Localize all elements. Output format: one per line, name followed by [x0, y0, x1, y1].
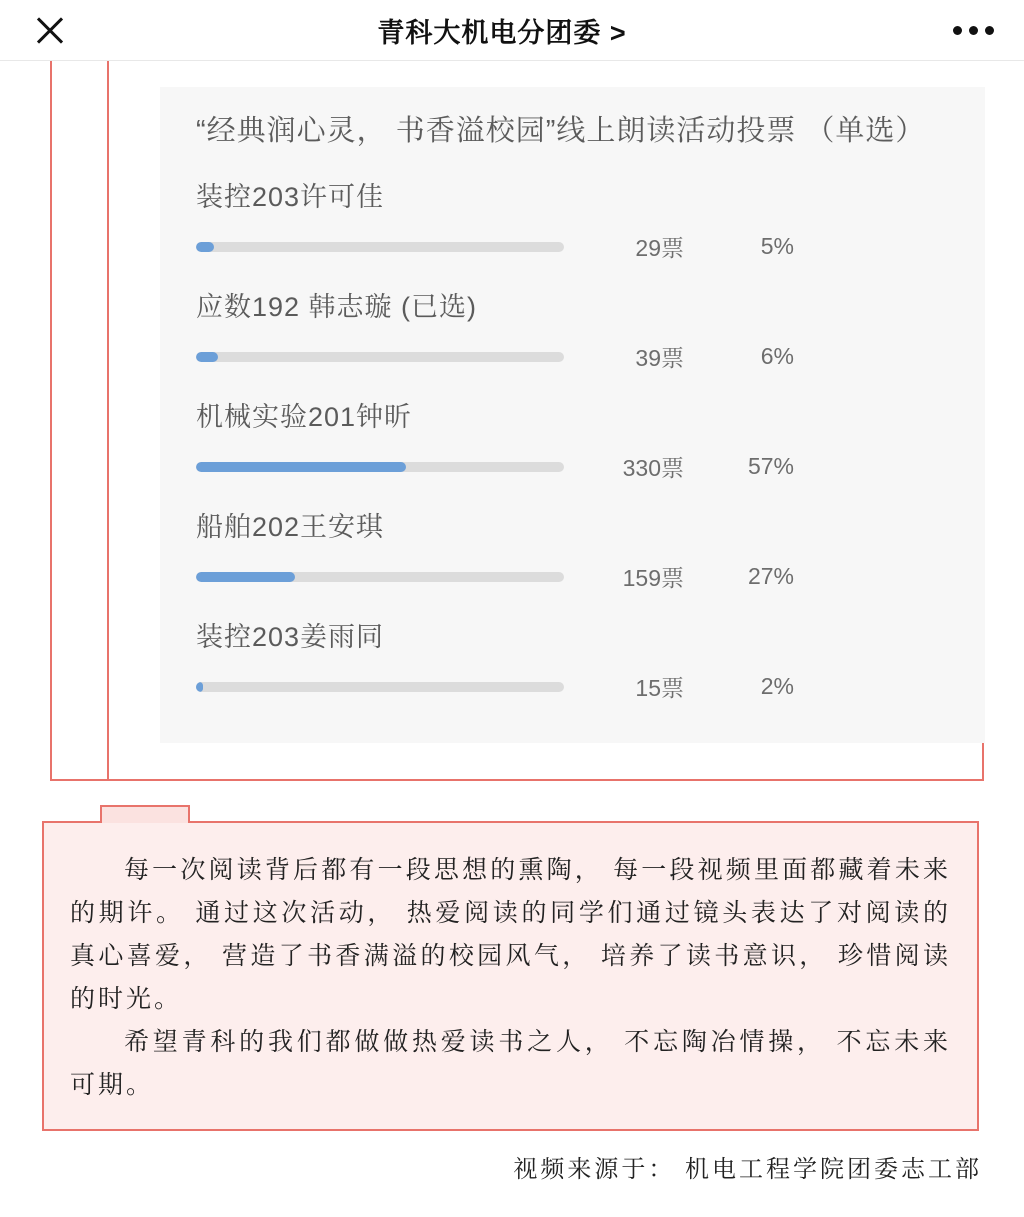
poll-option[interactable] [196, 175, 949, 263]
poll-option-votes: 29票 [635, 235, 684, 261]
quote-paragraph-1: 每一次阅读背后都有一段思想的熏陶， 每一段视频里面都藏着未来的期许。 通过这次活动， 热爱阅读的同学们通过镜头表达了对阅读的真心喜爱， 营造了书香满溢的校园风气， 培养了读书意识， 珍惜阅读的时光。 [70, 856, 951, 1013]
article-body [0, 61, 1024, 1184]
more-dot [953, 26, 962, 35]
quote-block [42, 821, 979, 1131]
video-source-note: 视频来源于： 机电工程学院团委志工部 [513, 1156, 982, 1183]
poll-option-label: 机械实验201钟昕 [196, 402, 413, 432]
quote-box [42, 821, 979, 1131]
poll-option-label: 应数192 韩志璇 (已选) [196, 292, 478, 322]
more-dot [969, 26, 978, 35]
poll-option-percent: 27% [747, 563, 794, 589]
poll-option-votes: 330票 [622, 455, 684, 481]
poll-option-row [196, 450, 949, 483]
poll-question: “经典润心灵， 书香溢校园”线上朗读活动投票 （单选） [196, 115, 926, 147]
poll-option-bar-fill [196, 462, 406, 472]
page-title[interactable]: 青科大机电分团委 > [377, 17, 627, 48]
poll-option-label: 船舶202王安琪 [196, 512, 385, 542]
poll-option-votes: 39票 [635, 345, 684, 371]
poll-option[interactable] [196, 285, 949, 373]
poll-option-bar [196, 572, 564, 582]
poll-option-bar-fill [196, 682, 203, 692]
quote-tab-decoration [100, 805, 190, 823]
poll-option-bar [196, 682, 564, 692]
poll-card-topstrip [160, 61, 985, 87]
poll-option-row [196, 670, 949, 703]
poll-option-label: 装控203姜雨同 [196, 622, 385, 652]
poll-option[interactable] [196, 505, 949, 593]
poll-option[interactable] [196, 615, 949, 703]
more-dot [985, 26, 994, 35]
close-icon[interactable] [30, 10, 70, 50]
poll-option-bar-fill [196, 572, 295, 582]
poll-option-percent: 2% [760, 673, 794, 699]
poll-option-row [196, 340, 949, 373]
top-navbar [0, 0, 1024, 60]
poll-option-votes: 159票 [622, 565, 684, 591]
frame-inner-line [107, 61, 109, 779]
poll-option-row [196, 560, 949, 593]
poll-option-bar [196, 352, 564, 362]
poll-option-percent: 57% [747, 453, 794, 479]
poll-option-bar-fill [196, 352, 218, 362]
poll-option-row [196, 230, 949, 263]
poll-decorative-frame [50, 61, 984, 781]
poll-card [160, 61, 985, 743]
quote-paragraph-2: 希望青科的我们都做做热爱读书之人， 不忘陶冶情操， 不忘未来可期。 [70, 1028, 951, 1099]
poll-option-bar [196, 242, 564, 252]
poll-option[interactable] [196, 395, 949, 483]
more-dots-icon[interactable] [934, 26, 994, 35]
poll-option-bar-fill [196, 242, 214, 252]
poll-option-votes: 15票 [635, 675, 684, 701]
poll-option-percent: 5% [760, 233, 794, 259]
poll-option-percent: 6% [760, 343, 794, 369]
poll-option-label: 装控203许可佳 [196, 182, 385, 212]
poll-option-bar [196, 462, 564, 472]
